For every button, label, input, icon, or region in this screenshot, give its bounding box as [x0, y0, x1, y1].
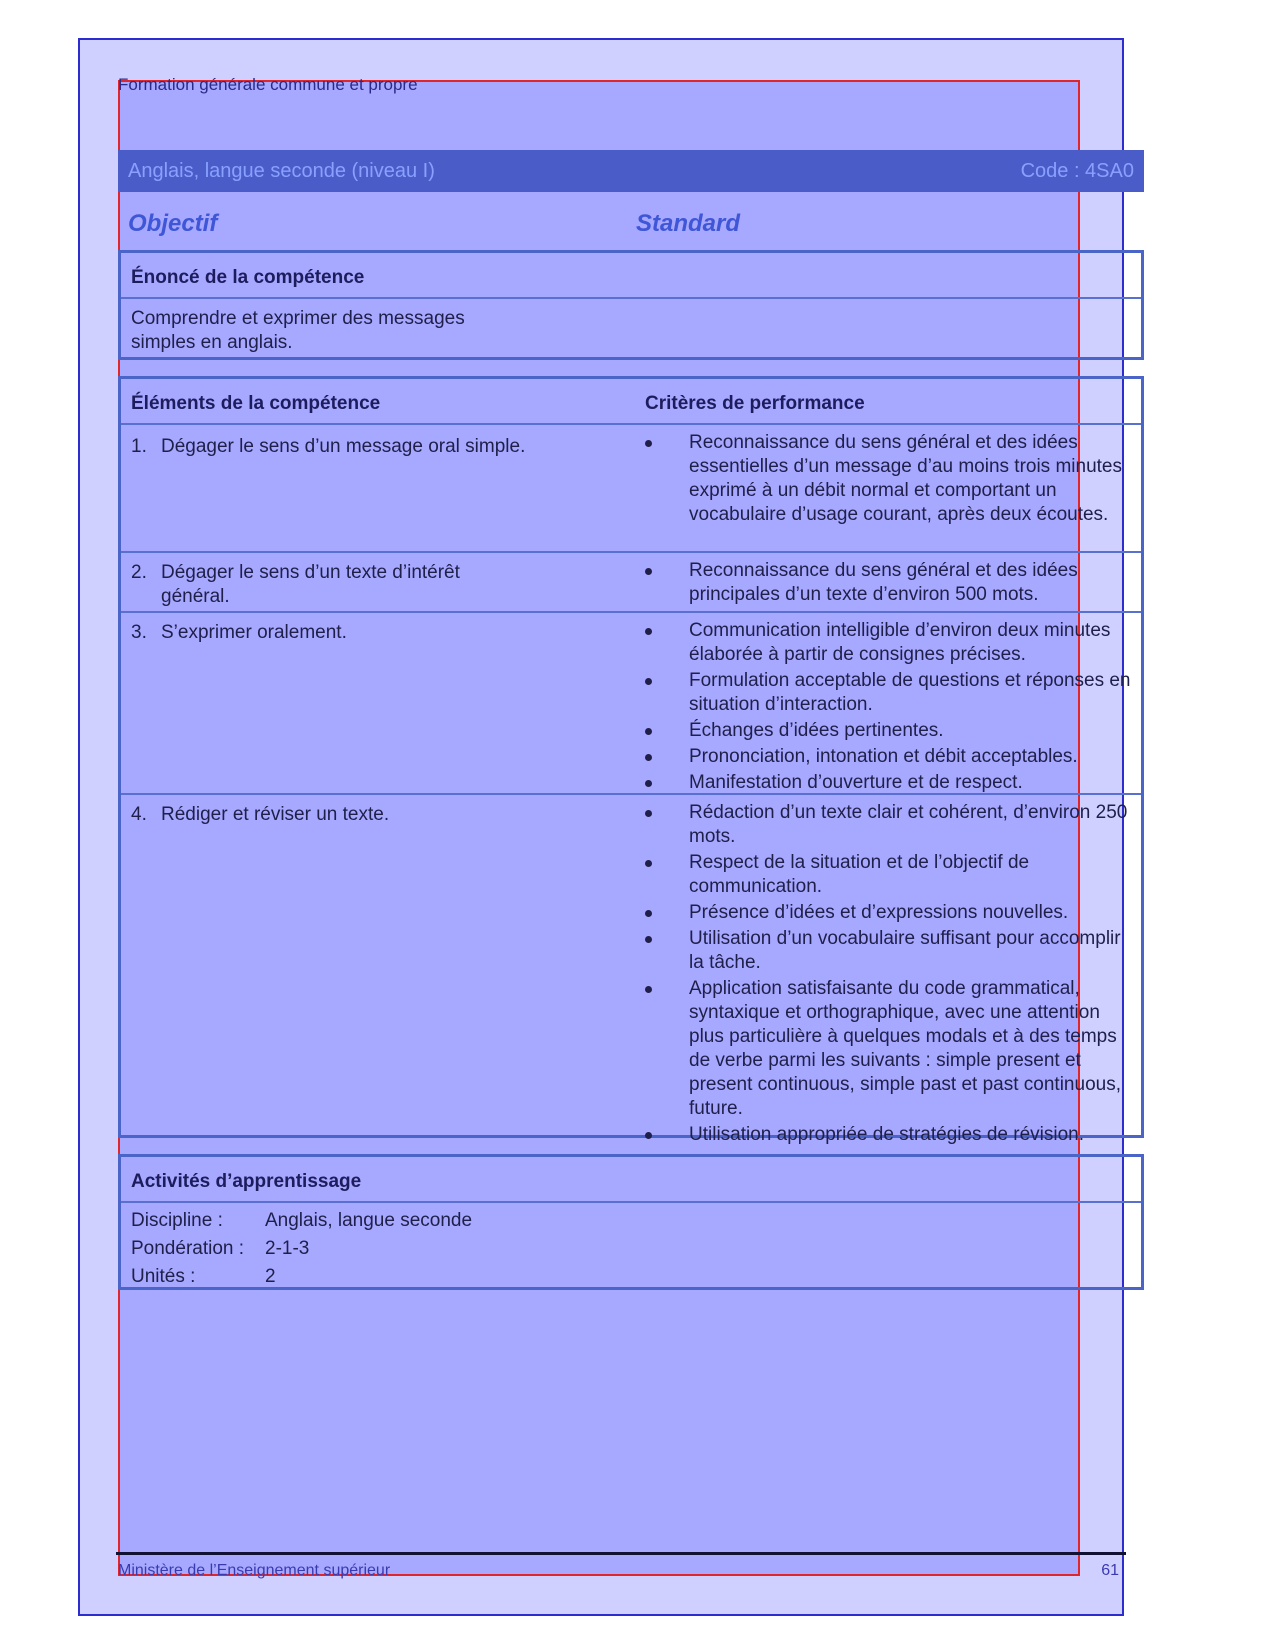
footer-rule	[116, 1552, 1126, 1555]
bullet-icon	[645, 628, 652, 635]
course-code: Code : 4SA0	[1020, 159, 1134, 182]
list-item: Présence d’idées et d’expressions nouvelles.	[645, 901, 1135, 925]
table-row	[121, 425, 1141, 553]
list-item: Formulation acceptable de questions et réponses en situation d’interaction.	[645, 669, 1135, 717]
activites-label: Activités d’apprentissage	[131, 1171, 362, 1192]
objectif-heading: Objectif	[128, 210, 218, 237]
list-item: Rédaction d’un texte clair et cohérent, d’environ 250 mots.	[645, 801, 1135, 849]
bullet-icon	[645, 754, 652, 761]
page-number: 61	[1101, 1562, 1119, 1579]
col-criteres-header: Critères de performance	[645, 393, 865, 414]
element-2	[131, 561, 611, 609]
element-text: Dégager le sens d’un texte d’intérêt général.	[161, 562, 460, 607]
course-title-bar	[118, 150, 1144, 192]
bullet-icon	[645, 678, 652, 685]
list-item: Prononciation, intonation et débit acceptables.	[645, 745, 1135, 769]
table-row	[121, 795, 1141, 1145]
discipline-row	[131, 1207, 1131, 1235]
element-1	[131, 435, 611, 459]
bullet-icon	[645, 568, 652, 575]
element-number: 4.	[131, 804, 147, 825]
bullet-icon	[645, 1132, 652, 1139]
bullet-icon	[645, 986, 652, 993]
element-3	[131, 621, 611, 645]
activites-details	[121, 1203, 1141, 1287]
list-item: Respect de la situation et de l’objectif de communication.	[645, 851, 1135, 899]
activites-box	[118, 1154, 1144, 1290]
bullet-icon	[645, 936, 652, 943]
footer-ministry: Ministère de l’Enseignement supérieur	[118, 1562, 391, 1579]
element-number: 3.	[131, 622, 147, 643]
enonce-text-line-1: Comprendre et exprimer des messages	[131, 308, 465, 329]
table-row	[121, 613, 1141, 795]
criteria-1	[645, 431, 1135, 529]
unites-value: 2	[265, 1266, 276, 1287]
list-item: Reconnaissance du sens général et des idées principales d’un texte d’environ 500 mots.	[645, 559, 1135, 607]
element-text: Rédiger et réviser un texte.	[161, 804, 390, 825]
competence-table	[118, 376, 1144, 1145]
enonce-text-line-2: simples en anglais.	[131, 332, 293, 353]
ponderation-key: Pondération :	[131, 1238, 245, 1259]
list-item: Utilisation appropriée de stratégies de révision.	[645, 1123, 1135, 1147]
col-elements-header: Éléments de la compétence	[131, 393, 381, 414]
bullet-icon	[645, 728, 652, 735]
discipline-key: Discipline :	[131, 1210, 223, 1231]
enonce-label-row	[121, 253, 1141, 299]
criteria-3	[645, 619, 1135, 797]
list-item: Application satisfaisante du code grammatical, syntaxique et orthographique, avec une attention plus particulière à quelques modals et à des temps de verbe parmi les suivants : simple present et present continuous, simple past et past continuous, future.	[645, 977, 1135, 1121]
course-title: Anglais, langue seconde (niveau I)	[128, 159, 435, 182]
enonce-label: Énoncé de la compétence	[131, 267, 365, 288]
list-item: Communication intelligible d’environ deux minutes élaborée à partir de consignes précises.	[645, 619, 1135, 667]
discipline-value: Anglais, langue seconde	[265, 1210, 473, 1231]
bullet-icon	[645, 440, 652, 447]
unites-row	[131, 1263, 1131, 1291]
element-text: S’exprimer oralement.	[161, 622, 347, 643]
bullet-icon	[645, 860, 652, 867]
element-number: 2.	[131, 562, 147, 583]
standard-heading: Standard	[636, 210, 741, 237]
running-header: Formation générale commune et propre	[118, 75, 418, 94]
criteria-2	[645, 559, 1135, 609]
ponderation-value: 2-1-3	[265, 1238, 310, 1259]
bullet-icon	[645, 810, 652, 817]
bullet-icon	[645, 780, 652, 787]
unites-key: Unités :	[131, 1266, 196, 1287]
list-item: Échanges d’idées pertinentes.	[645, 719, 1135, 743]
list-item: Reconnaissance du sens général et des idées essentielles d’un message d’au moins trois minutes exprimé à un débit normal et comportant un vocabulaire d’usage courant, après deux écoutes.	[645, 431, 1135, 527]
bullet-icon	[645, 910, 652, 917]
table-row	[121, 553, 1141, 613]
enonce-text-row	[121, 299, 1141, 357]
element-text: Dégager le sens d’un message oral simple.	[161, 436, 526, 457]
element-number: 1.	[131, 436, 147, 457]
table-header-row	[121, 379, 1141, 425]
element-4	[131, 803, 611, 827]
ponderation-row	[131, 1235, 1131, 1263]
list-item: Manifestation d’ouverture et de respect.	[645, 771, 1135, 795]
criteria-4	[645, 801, 1135, 1149]
activites-label-row	[121, 1157, 1141, 1203]
list-item: Utilisation d’un vocabulaire suffisant pour accomplir la tâche.	[645, 927, 1135, 975]
enonce-box	[118, 250, 1144, 360]
enonce-text	[131, 307, 465, 355]
